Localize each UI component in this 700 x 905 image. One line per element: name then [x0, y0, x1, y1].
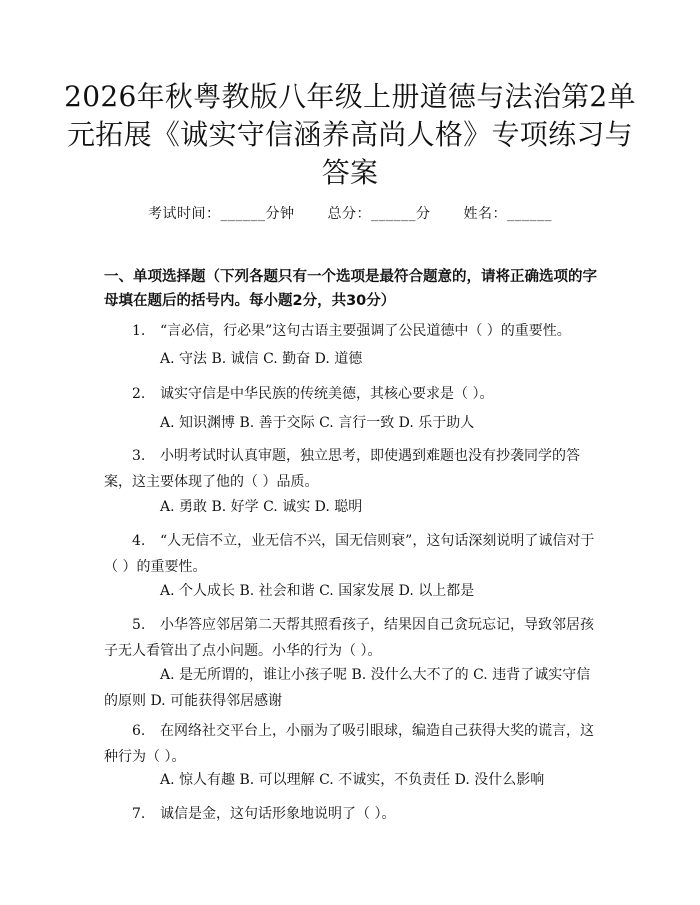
question-3	[104, 443, 604, 495]
question-2	[104, 381, 604, 407]
question-5	[104, 612, 604, 664]
question-5-options: A. 是无所谓的，谁让小孩子呢 B. 没什么大不了的 C. 违背了诚实守信的原则 D. 可能获得邻居感谢	[104, 667, 591, 709]
question-text: 小明考试时认真审题，独立思考，即使遇到难题也没有抄袭同学的答案，这主要体现了他的（ ）品质。	[104, 448, 580, 490]
question-1-options: A. 守法 B. 诚信 C. 勤奋 D. 道德	[160, 351, 363, 367]
question-4	[104, 528, 604, 580]
exam-meta	[0, 203, 700, 223]
question-6-options: A. 惊人有趣 B. 可以理解 C. 不诚实，不负责任 D. 没什么影响	[160, 772, 545, 788]
question-number: 1.	[132, 323, 146, 339]
question-number: 3.	[132, 448, 146, 464]
question-6	[104, 718, 604, 770]
document-title: 2026年秋粤教版八年级上册道德与法治第2单元拓展《诚实守信涵养高尚人格》专项练习与答案	[64, 80, 636, 189]
question-text: “言必信，行必果”这句古语主要强调了公民道德中（ ）的重要性。	[160, 323, 571, 339]
question-number: 2.	[132, 386, 146, 402]
question-number: 5.	[132, 617, 146, 633]
question-number: 7.	[132, 806, 146, 822]
question-4-options: A. 个人成长 B. 社会和谐 C. 国家发展 D. 以上都是	[160, 583, 475, 599]
student-name-field: 姓名：______	[463, 206, 552, 222]
question-3-options: A. 勇敢 B. 好学 C. 诚实 D. 聪明	[160, 499, 363, 515]
section-heading: 一、单项选择题（下列各题只有一个选项是最符合题意的，请将正确选项的字母填在题后的括号内。每小题2分，共30分）	[104, 269, 597, 309]
exam-time: 考试时间：______分钟	[148, 206, 295, 222]
question-7	[104, 801, 604, 827]
question-text: 在网络社交平台上，小丽为了吸引眼球，编造自己获得大奖的谎言，这种行为（ ）。	[104, 723, 594, 765]
question-text: 小华答应邻居第二天帮其照看孩子，结果因自己贪玩忘记，导致邻居孩子无人看管出了点小问题。小华的行为（ ）。	[104, 617, 594, 659]
question-1	[104, 318, 604, 344]
question-number: 4.	[132, 533, 146, 549]
question-number: 6.	[132, 723, 146, 739]
exam-total-score: 总分：______分	[327, 206, 431, 222]
question-text: 诚信是金，这句话形象地说明了（ ）。	[160, 806, 396, 822]
question-text: 诚实守信是中华民族的传统美德，其核心要求是（ ）。	[160, 386, 494, 402]
question-text: “人无信不立，业无信不兴，国无信则衰”，这句话深刻说明了诚信对于（ ）的重要性。	[104, 533, 595, 575]
question-2-options: A. 知识渊博 B. 善于交际 C. 言行一致 D. 乐于助人	[160, 415, 475, 431]
